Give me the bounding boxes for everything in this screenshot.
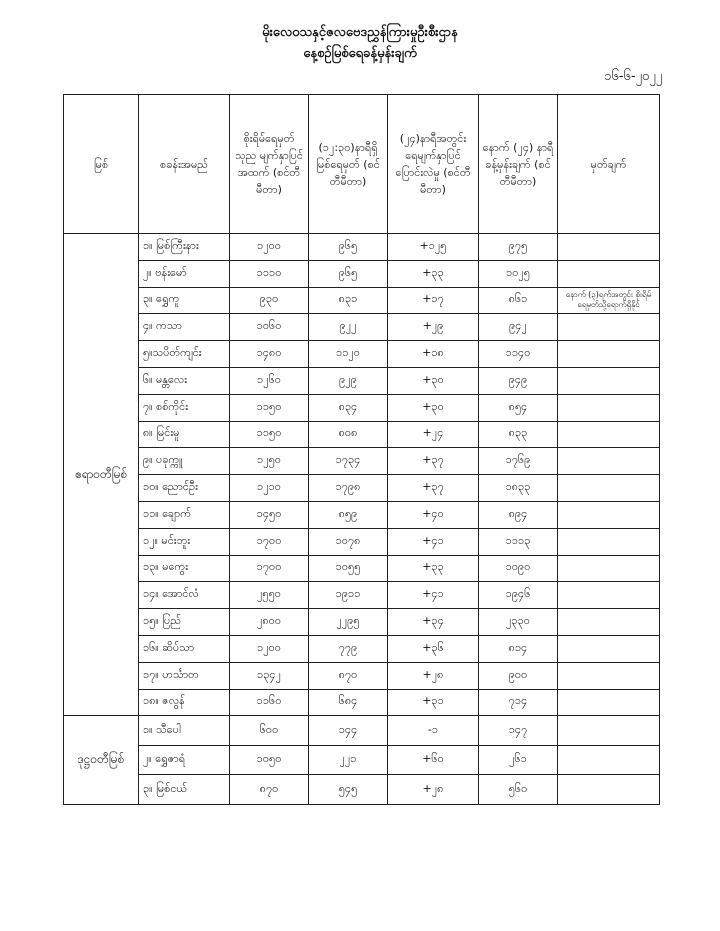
forecast-cell: ၁၇၆၉ [479, 448, 558, 475]
remark-cell [558, 775, 660, 805]
current-level-cell: ၂၂၁ [309, 745, 388, 775]
river-name-cell: ဧရာဝတီမြစ် [64, 234, 139, 716]
table-row [64, 555, 660, 582]
change-cell: +၁၇ [388, 287, 479, 314]
station-cell: ၁၇။ ဟင်္သာတ [139, 662, 230, 689]
danger-level-cell: ၁၁၅၀ [230, 421, 309, 448]
col-header-24h-change: (၂၄)နာရီအတွင်း ရေမျက်နှာပြင် ပြောင်းလဲမှု (စင်တီမီတာ) [388, 95, 479, 234]
table-row [64, 745, 660, 775]
danger-level-cell: ၂၅၅၀ [230, 582, 309, 609]
remark-cell [558, 394, 660, 421]
table-row [64, 528, 660, 555]
danger-level-cell: ၂၈၀၀ [230, 609, 309, 636]
table-row [64, 341, 660, 368]
current-level-cell: ၈၇၀ [309, 662, 388, 689]
station-cell: ၇။ စစ်ကိုင်း [139, 394, 230, 421]
change-cell: +၃၄ [388, 609, 479, 636]
forecast-cell: ၂၆၁ [479, 745, 558, 775]
forecast-cell: ၁၈၃၃ [479, 475, 558, 502]
forecast-cell: ၁၉၄၆ [479, 582, 558, 609]
station-cell: ၉။ ပခုက္ကူ [139, 448, 230, 475]
station-cell: ၆။ မန္တလေး [139, 367, 230, 394]
forecast-cell: ၉၄၂ [479, 314, 558, 341]
col-header-river: မြစ် [64, 95, 139, 234]
danger-level-cell: ၁၁၆၀ [230, 689, 309, 716]
forecast-cell: ၈၃၃ [479, 421, 558, 448]
change-cell: +၃၃ [388, 555, 479, 582]
change-cell: +၃၁ [388, 689, 479, 716]
station-cell: ၁။ သီပေါ [139, 716, 230, 746]
remark-cell [558, 341, 660, 368]
current-level-cell: ၈၃၁ [309, 287, 388, 314]
remark-cell [558, 635, 660, 662]
remark-cell [558, 314, 660, 341]
current-level-cell: ၈၅၉ [309, 501, 388, 528]
remark-cell [558, 662, 660, 689]
page-subtitle: နေ့စဉ်မြစ်ရေခန့်မှန်းချက် [303, 46, 417, 61]
current-level-cell: ၉၆၅ [309, 260, 388, 287]
change-cell: +၂၈ [388, 662, 479, 689]
remark-cell [558, 582, 660, 609]
station-cell: ၂။ ရွှေဇာရံ [139, 745, 230, 775]
col-header-station: စခန်းအမည် [139, 95, 230, 234]
remark-cell [558, 609, 660, 636]
danger-level-cell: ၁၀၅၀ [230, 745, 309, 775]
forecast-cell: ၁၄၇ [479, 716, 558, 746]
danger-level-cell: ၁၂၀၀ [230, 635, 309, 662]
remark-cell [558, 367, 660, 394]
table-row [64, 367, 660, 394]
danger-level-cell: ၁၂၀၀ [230, 234, 309, 261]
remark-cell [558, 528, 660, 555]
current-level-cell: ၁၇၃၄ [309, 448, 388, 475]
remark-cell [558, 745, 660, 775]
forecast-cell: ၅၆၀ [479, 775, 558, 805]
remark-cell [558, 260, 660, 287]
change-cell: +၄၁ [388, 582, 479, 609]
remark-cell [558, 475, 660, 502]
report-date: ၁၆-၆-၂၀၂၂ [604, 69, 662, 84]
forecast-cell: ၈၅၄ [479, 394, 558, 421]
table-row [64, 234, 660, 261]
table-header-row [64, 95, 660, 234]
change-cell: +၄၀ [388, 501, 479, 528]
remark-cell [558, 234, 660, 261]
table-row [64, 394, 660, 421]
current-level-cell: ၉၂၉ [309, 367, 388, 394]
station-cell: ၁၄။ အောင်လံ [139, 582, 230, 609]
danger-level-cell: ၁၂၅၀ [230, 448, 309, 475]
change-cell: +၃၇ [388, 475, 479, 502]
danger-level-cell: ၁၂၆၀ [230, 367, 309, 394]
remark-cell [558, 501, 660, 528]
current-level-cell: ၅၄၅ [309, 775, 388, 805]
forecast-cell: ၁၀၂၅ [479, 260, 558, 287]
change-cell: +၁၈ [388, 341, 479, 368]
danger-level-cell: ၁၇၀၀ [230, 555, 309, 582]
change-cell: +၃၇ [388, 448, 479, 475]
table-row [64, 582, 660, 609]
change-cell: +၂၉ [388, 314, 479, 341]
table-row [64, 314, 660, 341]
change-cell: +၃၆ [388, 635, 479, 662]
current-level-cell: ၈၃၄ [309, 394, 388, 421]
table-row [64, 501, 660, 528]
station-cell: ၂။ ဗန်းမော် [139, 260, 230, 287]
station-cell: ၃။ မြစ်ငယ် [139, 775, 230, 805]
forecast-cell: ၈၆၁ [479, 287, 558, 314]
danger-level-cell: ၁၀၆၀ [230, 314, 309, 341]
col-header-danger-level: စိုးရိမ်ရေမှတ် သုည မျက်နှာပြင် အထက် (စင်တီမီတာ) [230, 95, 309, 234]
station-cell: ၅။သပိတ်ကျင်း [139, 341, 230, 368]
table-row [64, 287, 660, 314]
station-cell: ၁၃။ မကွေး [139, 555, 230, 582]
danger-level-cell: ၈၇၀ [230, 775, 309, 805]
change-cell: +၃၃ [388, 260, 479, 287]
forecast-cell: ၈၁၄ [479, 635, 558, 662]
river-name-cell: ဒုဋ္ဌဝတီမြစ် [64, 716, 139, 805]
forecast-cell: ၉၇၅ [479, 234, 558, 261]
danger-level-cell: ၁၇၀၀ [230, 528, 309, 555]
current-level-cell: ၉၆၅ [309, 234, 388, 261]
remark-cell [558, 421, 660, 448]
station-cell: ၈။ မြင်းမူ [139, 421, 230, 448]
station-cell: ၃။ ရွှေကူ [139, 287, 230, 314]
change-cell: +၁၂၅ [388, 234, 479, 261]
forecast-cell: ၁၀၉၀ [479, 555, 558, 582]
remark-cell [558, 716, 660, 746]
col-header-current-level: (၁၂:၃၀)နာရီရှိ မြစ်ရေမှတ် (စင်တီမီတာ) [309, 95, 388, 234]
current-level-cell: ၂၂၉၅ [309, 609, 388, 636]
current-level-cell: ၁၇၉၈ [309, 475, 388, 502]
table-row [64, 775, 660, 805]
danger-level-cell: ၉၃၀ [230, 287, 309, 314]
danger-level-cell: ၆၀၀ [230, 716, 309, 746]
remark-cell [558, 555, 660, 582]
danger-level-cell: ၁၂၁၀ [230, 475, 309, 502]
change-cell: +၃၀ [388, 394, 479, 421]
danger-level-cell: ၁၃၄၂ [230, 662, 309, 689]
current-level-cell: ၁၀၅၅ [309, 555, 388, 582]
change-cell: +၄၁ [388, 528, 479, 555]
change-cell: +၆၀ [388, 745, 479, 775]
table-row [64, 716, 660, 746]
table-row [64, 662, 660, 689]
table-row [64, 448, 660, 475]
current-level-cell: ၆၈၄ [309, 689, 388, 716]
station-cell: ၁၈။ ဇလွန် [139, 689, 230, 716]
remark-cell [558, 689, 660, 716]
forecast-cell: ၈၉၄ [479, 501, 558, 528]
remark-cell: နောက် (၃)ရက်အတွင်း စိုးရိမ်ရေမှတ်သို့ရောက်ရှိနိုင် [558, 287, 660, 314]
remark-cell [558, 448, 660, 475]
forecast-cell: ၁၁၁၃ [479, 528, 558, 555]
table-row [64, 635, 660, 662]
forecast-cell: ၇၁၄ [479, 689, 558, 716]
page-title: မိုးလေဝသနှင့်ဇလဗေဒညွှန်ကြားမှုဦးစီးဌာန [262, 25, 458, 40]
change-cell: +၃၀ [388, 367, 479, 394]
change-cell: +၂၄ [388, 421, 479, 448]
table-row [64, 260, 660, 287]
danger-level-cell: ၁၁၁၀ [230, 260, 309, 287]
col-header-remarks: မှတ်ချက် [558, 95, 660, 234]
danger-level-cell: ၁၄၅၀ [230, 501, 309, 528]
danger-level-cell: ၁၁၅၀ [230, 394, 309, 421]
station-cell: ၄။ ကသာ [139, 314, 230, 341]
current-level-cell: ၁၁၂၀ [309, 341, 388, 368]
river-level-table [63, 94, 660, 805]
table-body [64, 234, 660, 805]
current-level-cell: ၁၄၄ [309, 716, 388, 746]
forecast-cell: ၁၁၄၀ [479, 341, 558, 368]
table-row [64, 689, 660, 716]
col-header-forecast: နောက် (၂၄) နာရီ ခန့်မှန်းချက် (စင်တီမီတာ) [479, 95, 558, 234]
change-cell: -၁ [388, 716, 479, 746]
change-cell: +၂၈ [388, 775, 479, 805]
table-row [64, 475, 660, 502]
table-row [64, 609, 660, 636]
station-cell: ၁၆။ ဆိပ်သာ [139, 635, 230, 662]
current-level-cell: ၁၀၇၈ [309, 528, 388, 555]
forecast-cell: ၉၄၉ [479, 367, 558, 394]
station-cell: ၁။ မြစ်ကြီးနား [139, 234, 230, 261]
forecast-cell: ၉၀၀ [479, 662, 558, 689]
current-level-cell: ၇၇၉ [309, 635, 388, 662]
table-row [64, 421, 660, 448]
current-level-cell: ၈၀၈ [309, 421, 388, 448]
station-cell: ၁၀။ ညောင်ဦး [139, 475, 230, 502]
station-cell: ၁၁။ ချောက် [139, 501, 230, 528]
current-level-cell: ၉၂၂ [309, 314, 388, 341]
danger-level-cell: ၁၄၈၀ [230, 341, 309, 368]
station-cell: ၁၅။ ပြည် [139, 609, 230, 636]
forecast-cell: ၂၃၃၀ [479, 609, 558, 636]
station-cell: ၁၂။ မင်းဘူး [139, 528, 230, 555]
current-level-cell: ၁၉၁၁ [309, 582, 388, 609]
